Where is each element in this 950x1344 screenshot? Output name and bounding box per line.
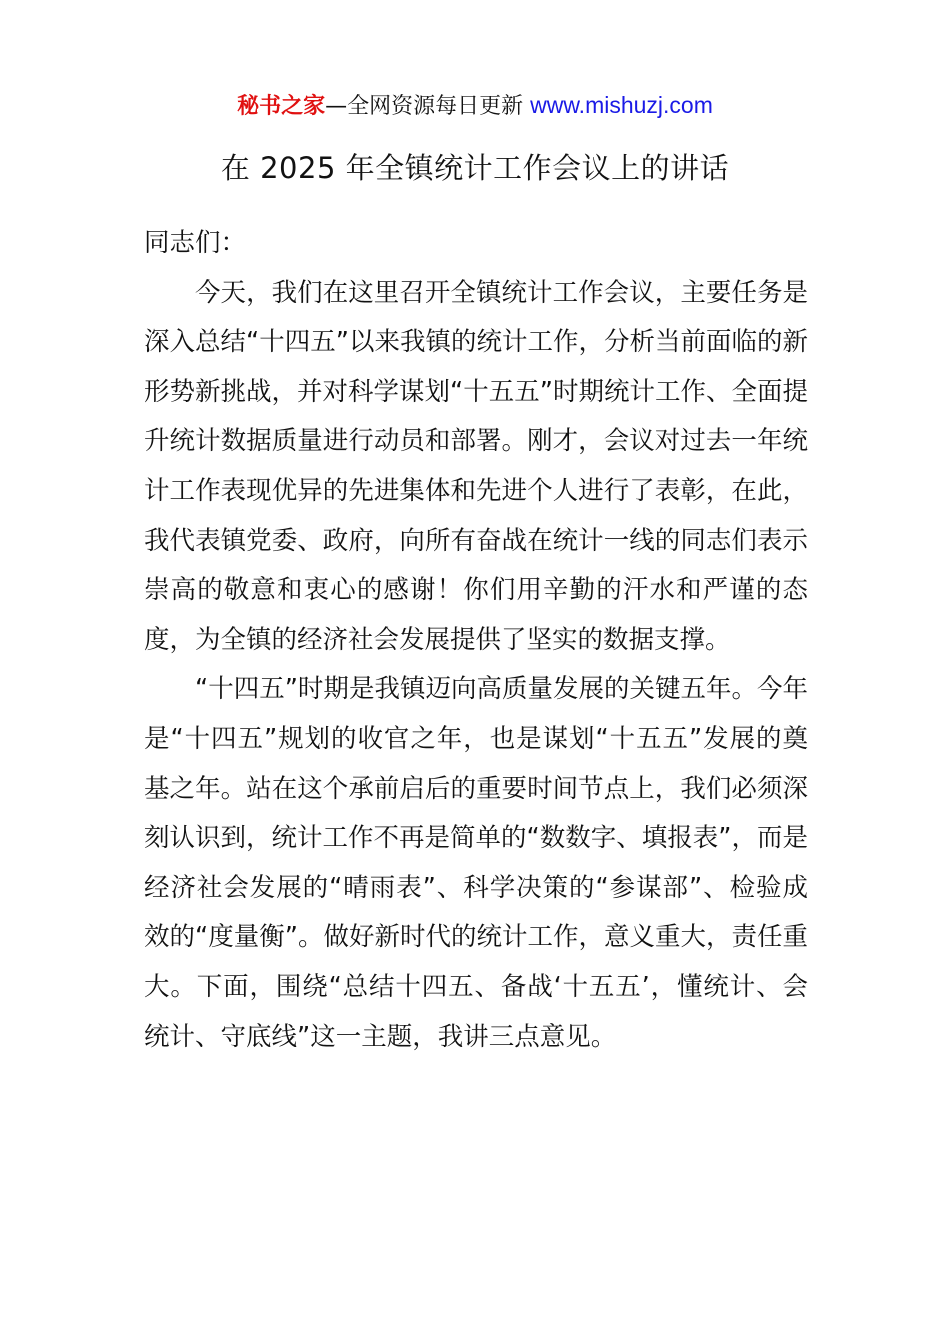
site-brand: 秘书之家: [237, 94, 326, 119]
site-header: [0, 88, 950, 124]
paragraph: “十四五”时期是我镇迈向高质量发展的关键五年。今年是“十四五”规划的收官之年，也是谋划“十五五”发展的奠基之年。站在这个承前启后的重要时间节点上，我们必须深刻认识到，统计工作不再是简单的“数数字、填报表”，而是经济社会发展的“晴雨表”、科学决策的“参谋部”、检验成效的“度量衡”。做好新时代的统计工作，意义重大，责任重大。下面，围绕“总结十四五、备战‘十五五’，懂统计、会统计、守底线”这一主题，我讲三点意见。: [144, 674, 808, 1052]
document-body: [144, 219, 808, 1062]
salutation: 同志们：: [144, 228, 247, 258]
document-title: 在 2025 年全镇统计工作会议上的讲话: [220, 151, 730, 185]
paragraph: 今天，我们在这里召开全镇统计工作会议，主要任务是深入总结“十四五”以来我镇的统计工作，分析当前面临的新形势新挑战，并对科学谋划“十五五”时期统计工作、全面提升统计数据质量进行动员和部署。刚才，会议对过去一年统计工作表现优异的先进集体和先进个人进行了表彰，在此，我代表镇党委、政府，向所有奋战在统计一线的同志们表示崇高的敬意和衷心的感谢！你们用辛勤的汗水和严谨的态度，为全镇的经济社会发展提供了坚实的数据支撑。: [144, 277, 808, 655]
site-tagline: —全网资源每日更新: [325, 94, 531, 119]
site-url[interactable]: www.mishuzj.com: [530, 92, 713, 118]
